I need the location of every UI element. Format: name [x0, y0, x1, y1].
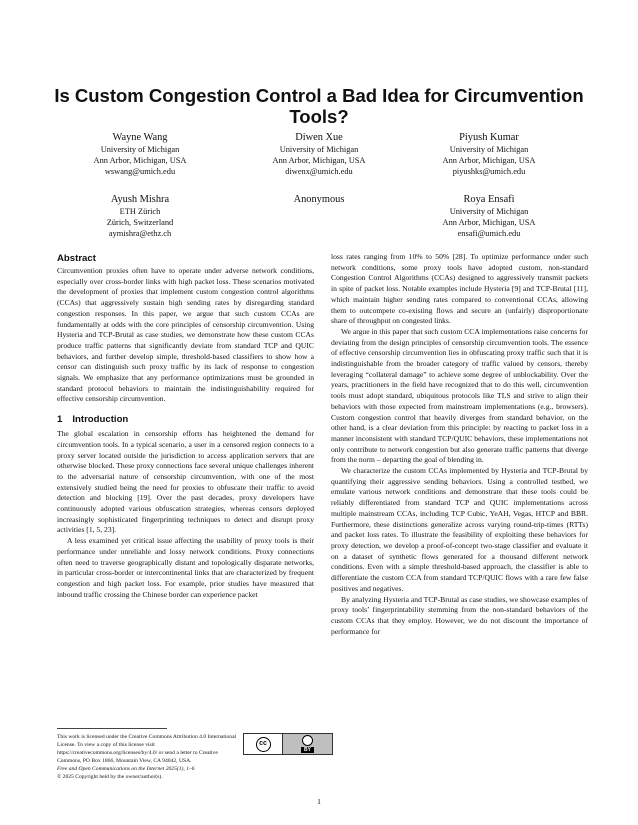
- author-email: piyushks@umich.edu: [452, 167, 526, 176]
- author-affiliation: ETH Zürich: [119, 207, 161, 216]
- paragraph: A less examined yet critical issue affecting the usability of proxy tools is their performance under unreliable and lossy network conditions. Proxy connections often need to traverse geographically distant and topologically disparate networks, in particular cross-border or intercontinental links that are characterized by frequent congestion and high packet loss. For example, prior studies have measured that inbound traffic crossing the Chinese border can experience packet: [57, 536, 314, 599]
- author-email: diwenx@umich.edu: [285, 167, 353, 176]
- by-label: BY: [301, 747, 314, 753]
- license-text: This work is licensed under the Creative Commons Attribution 4.0 International License. To view a copy of this license visit https://creativecommons.org/licenses/by/4.0/ or send a letter to Creative Commons, PO Box 1866, Mountain View, CA 94042, USA.: [57, 734, 237, 764]
- cc-icon: cc: [256, 737, 271, 752]
- license-footnote: [57, 733, 314, 781]
- paragraph: loss rates ranging from 10% to 50% [28]. To optimize performance under such network conditions, some proxy tools have adopted custom, non-standard Congestion Control Algorithms (CCAs) designed to aggressively transmit packets in spite of packet loss. Notable examples include Hysteria [9] and TCP-Brutal [11], which maintain higher sending rates compared to conventional CCAs, allowing them to outcompete co-existing flows and secure an (unfairly) disproportionate share of throughput on congested links.: [331, 252, 588, 326]
- right-column: [331, 252, 588, 637]
- section-number: 1: [57, 414, 63, 426]
- author-name: Anonymous: [293, 194, 345, 205]
- author-affiliation: University of Michigan: [449, 145, 529, 154]
- paragraph: We characterize the custom CCAs implemented by Hysteria and TCP-Brutal by quantifying their aggressive sending behaviors. Using a controlled testbed, we emulate various network conditions and demonstrate that these tools could be reliably differentiated from standard TCP and QUIC implementations across multiple mainstream CCAs, including TCP Cubic, YeAH, Vegas, HTCP and BBR. Furthermore, these distinctions generalize across varying round-trip-times (RTTs) and packet loss rates. To illustrate the feasibility of exploiting these behaviors for proxy detection, we develop a proof-of-concept two-stage classifier and evaluate it on a dataset of synthetic flows generated for a thousand different network conditions. Even with a simple threshold-based approach, the classifier is able to differentiate the custom CCA from standard TCP/QUIC flows with a rare few false positives and negatives.: [331, 466, 588, 593]
- author-location: Zürich, Switzerland: [106, 218, 174, 227]
- paragraph: The global escalation in censorship efforts has heightened the demand for circumvention tools. In a typical scenario, a user in a censored region connects to a proxy server located outside the jurisdiction to access application servers that are otherwise blocked. These proxy connections face several unique challenges inherent to the adversarial nature of censorship circumvention, with one of the most extensively studied being the need for proxies to obfuscate their traffic to avoid detection and blocking [19]. Over the past decades, proxy developers have continuously adopted various obfuscation strategies, whereas censors deployed increasingly sophisticated fingerprinting techniques to detect and disrupt proxy activities [1, 5, 23].: [57, 429, 314, 535]
- author-email: ensafi@umich.edu: [457, 229, 521, 238]
- abstract-text: Circumvention proxies often have to operate under adverse network conditions, especially over cross-border links with high packet loss. These scenarios motivated the development of proxies that implement custom congestion control algorithms (CCAs) that aggressively sustain high sending rates by disregarding standard congestion responses. In this paper, we argue that such custom CCAs are fundamentally at odds with the core principles of censorship circumvention. Using Hysteria and TCP-Brutal as case studies, we demonstrate how these custom CCAs produce traffic patterns that significantly deviate from standard TCP and QUIC behaviors, and further develop simple, threshold-based classifiers to show how a censor can distinguish such proxy traffic by its lack of response to congestion signals. We emphasize that any performance optimizations must be grounded in standard protocol behaviors to maintain the indistinguishability required for effective censorship circumvention.: [57, 266, 314, 404]
- author-location: Ann Arbor, Michigan, USA: [442, 156, 536, 165]
- paper-title: Is Custom Congestion Control a Bad Idea for Circumvention Tools?: [54, 85, 584, 127]
- author-name: Ayush Mishra: [110, 194, 170, 205]
- paragraph: We argue in this paper that such custom CCA implementations raise concerns for deviating from the design principles of censorship circumvention tools. The essence of effective censorship circumvention lies in obfuscating proxy traffic such that it is indistinguishable from the broader category of traffic valued by censors, thereby leveraging “collateral damage” to achieve some degree of unblockability. Over the years, practitioners in the field have recognized that to do this well, circumvention tools must adopt standard, ubiquitous protocols like TLS and strive to align their behaviors with those expected from mainstream implementations (e.g., browsers). Custom congestion control that heavily diverges from standard behavior, on the other hand, is a clear deviation from this principle: by reacting to packet loss in a manner inconsistent with standard TCP/QUIC behaviors, these implementations not only contribute to network congestion but also generate traffic patterns that diverge from the norm – departing the goal of blending in.: [331, 326, 588, 465]
- author-block: [50, 193, 230, 239]
- abstract-heading: Abstract: [57, 253, 96, 264]
- page-number: 1: [317, 797, 321, 806]
- left-column: [57, 253, 314, 600]
- author-location: Ann Arbor, Michigan, USA: [93, 156, 187, 165]
- author-name: Piyush Kumar: [459, 132, 519, 143]
- author-name: Roya Ensafi: [463, 194, 515, 205]
- author-block: [399, 131, 579, 177]
- copyright-line: © 2025 Copyright held by the owner/author(s).: [57, 774, 163, 780]
- footnote-rule: [57, 728, 167, 729]
- cc-by-badge: [243, 733, 333, 755]
- person-icon: [302, 735, 313, 746]
- author-name: Diwen Xue: [295, 132, 343, 143]
- section-heading: [57, 414, 314, 426]
- author-block: [399, 193, 579, 239]
- author-location: Ann Arbor, Michigan, USA: [272, 156, 366, 165]
- author-block: [229, 131, 409, 177]
- venue-line: Free and Open Communications on the Internet 2025(1), 1–6: [57, 766, 195, 772]
- author-email: aymishra@ethz.ch: [108, 229, 172, 238]
- author-affiliation: University of Michigan: [449, 207, 529, 216]
- author-affiliation: University of Michigan: [279, 145, 359, 154]
- author-location: Ann Arbor, Michigan, USA: [442, 218, 536, 227]
- author-block: [229, 193, 409, 206]
- author-name: Wayne Wang: [112, 132, 168, 143]
- author-block: [50, 131, 230, 177]
- paragraph: By analyzing Hysteria and TCP-Brutal as case studies, we showcase examples of proxy tools’ fingerprintability stemming from the non-standard behaviors of the custom CCAs that they employ. However, we do not discount the importance of performance for: [331, 594, 588, 636]
- author-affiliation: University of Michigan: [100, 145, 180, 154]
- author-email: wswang@umich.edu: [104, 167, 176, 176]
- section-title: Introduction: [72, 414, 129, 426]
